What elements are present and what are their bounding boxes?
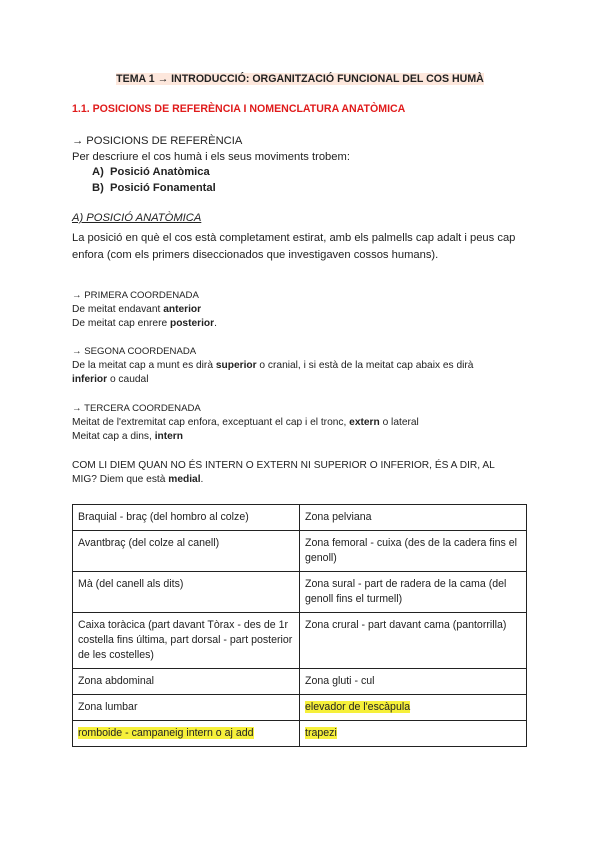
table-cell: Avantbraç (del colze al canell) <box>73 531 300 572</box>
coord2-line2: inferior o caudal <box>72 374 149 385</box>
table-cell: Braquial - braç (del hombro al colze) <box>73 505 300 531</box>
table-row <box>73 572 527 613</box>
ref-item-b: B) Posició Fonamental <box>92 182 216 194</box>
coord2-heading: → SEGONA COORDENADA <box>72 346 197 357</box>
ref-item-a: A) Posició Anatòmica <box>92 166 210 178</box>
table-row <box>73 505 527 531</box>
highlighted-text: romboide - campaneig intern o aj add <box>78 727 254 739</box>
table-row <box>73 695 527 721</box>
table-cell <box>73 721 300 747</box>
ref-intro: Per descriure el cos humà i els seus moviments trobem: <box>72 151 350 163</box>
table-cell: Mà (del canell als dits) <box>73 572 300 613</box>
table-cell: Zona lumbar <box>73 695 300 721</box>
table-cell: Zona femoral - cuixa (des de la cadera fins el genoll) <box>300 531 527 572</box>
table-cell: Zona crural - part davant cama (pantorrilla) <box>300 613 527 669</box>
coord3-line1: Meitat de l'extremitat cap enfora, exceptuant el cap i el tronc, extern o lateral <box>72 417 419 428</box>
table-row <box>73 721 527 747</box>
table-cell: Zona abdominal <box>73 669 300 695</box>
table-cell: Caixa toràcica (part davant Tòrax - des de 1r costella fins última, part dorsal - part posterior de les costelles) <box>73 613 300 669</box>
table-row <box>73 531 527 572</box>
anat-heading: A) POSICIÓ ANATÒMICA <box>72 212 202 224</box>
table-cell: Zona gluti - cul <box>300 669 527 695</box>
page-title: TEMA 1 → INTRODUCCIÓ: ORGANITZACIÓ FUNCIONAL DEL COS HUMÀ <box>116 73 484 85</box>
body-zones-table <box>72 504 527 747</box>
anat-paragraph: La posició en què el cos està completament estirat, amb els palmells cap adalt i peus cap enfora (com els primers diseccionados que investigaven cossos humans). <box>72 232 516 261</box>
coord1-heading: → PRIMERA COORDENADA <box>72 290 199 301</box>
table-row <box>73 613 527 669</box>
highlighted-text: trapezi <box>305 727 337 739</box>
coord1-line2: De meitat cap enrere posterior. <box>72 318 217 329</box>
ref-heading: → POSICIONS DE REFERÈNCIA <box>72 135 243 147</box>
medial-line2: MIG? Diem que està medial. <box>72 474 204 485</box>
coord3-heading: → TERCERA COORDENADA <box>72 403 201 414</box>
table-cell: Zona sural - part de radera de la cama (del genoll fins el turmell) <box>300 572 527 613</box>
coord2-line1: De la meitat cap a munt es dirà superior o cranial, i si està de la meitat cap abaix es dirà <box>72 360 474 371</box>
section-subtitle: 1.1. POSICIONS DE REFERÈNCIA I NOMENCLATURA ANATÒMICA <box>72 103 406 115</box>
medial-line1: COM LI DIEM QUAN NO ÉS INTERN O EXTERN NI SUPERIOR O INFERIOR, ÉS A DIR, AL <box>72 460 495 471</box>
coord1-line1: De meitat endavant anterior <box>72 304 202 315</box>
table-cell: Zona pelviana <box>300 505 527 531</box>
table-cell <box>300 695 527 721</box>
coord3-line2: Meitat cap a dins, intern <box>72 431 183 442</box>
table-row <box>73 669 527 695</box>
highlighted-text: elevador de l'escàpula <box>305 701 411 713</box>
table-cell <box>300 721 527 747</box>
